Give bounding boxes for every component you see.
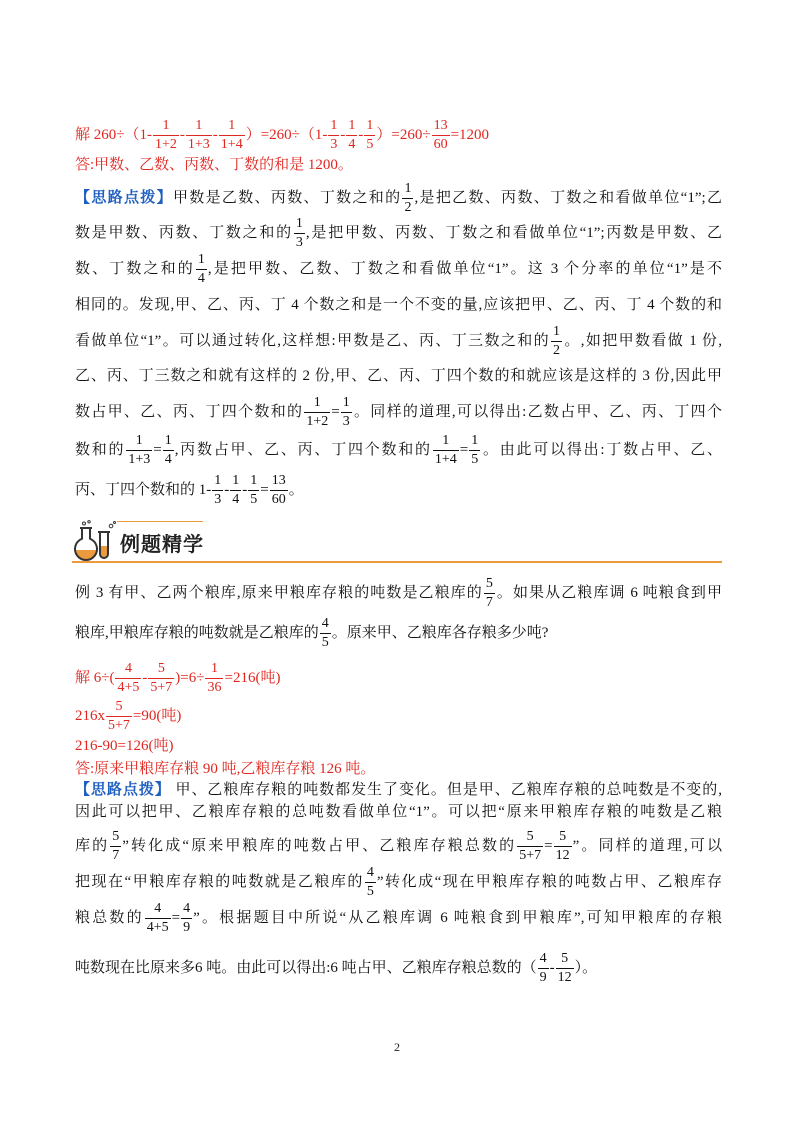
fraction xyxy=(163,433,174,468)
flask-icon xyxy=(70,520,116,562)
fraction-denominator: 5+7 xyxy=(108,718,130,734)
fraction xyxy=(196,252,207,287)
text-run: - xyxy=(212,127,218,143)
fraction-numerator: 1 xyxy=(341,395,352,413)
text-run: 吨数现在比原来多6 吨。由此可以得出:6 吨占甲、乙粮库存粮总数的（ xyxy=(75,960,537,976)
fraction-numerator: 4 xyxy=(145,901,171,919)
text-run: ,丙数占甲、乙、丙、丁四个数和的 xyxy=(174,442,432,458)
text-run: 。 xyxy=(288,482,304,498)
hint-label: 【思路点拨】 xyxy=(75,782,171,798)
fraction-denominator: 5+7 xyxy=(150,680,173,696)
fraction-numerator: 13 xyxy=(432,118,450,136)
fraction xyxy=(365,865,376,900)
hint-1-line-8 xyxy=(75,430,722,470)
hint-1-line-5 xyxy=(75,321,722,361)
text-run: 216-90=126(吨) xyxy=(75,738,174,754)
hint-3-line-4 xyxy=(75,862,722,902)
text-run: - xyxy=(358,127,364,143)
text-run: ”。根据题目中所说“从乙粮库调 6 吨粮食到甲粮库”,可知甲粮库的存粮 xyxy=(193,910,722,926)
text-run: 216x xyxy=(75,708,105,724)
text-run: 甲数是乙数、丙数、丁数之和的 xyxy=(172,190,402,206)
fraction xyxy=(341,395,352,430)
text-run: 数是甲数、丙数、丁数之和的 xyxy=(75,225,293,241)
text-run: ,是把甲数、丙数、丁数之和看做单位“1”;丙数是甲数、乙 xyxy=(305,225,722,241)
fraction-denominator: 1+4 xyxy=(220,137,243,153)
hint-label: 【思路点拨】 xyxy=(75,190,173,206)
text-run: 甲、乙粮库存粮的吨数都发生了变化。但是甲、乙粮库存粮的总吨数是不变的, xyxy=(170,782,722,798)
fraction-numerator: 1 xyxy=(212,473,223,491)
fraction-numerator: 5 xyxy=(110,829,121,847)
fraction-numerator: 1 xyxy=(304,395,330,413)
text-run: 解 6÷( xyxy=(75,670,115,686)
fraction-numerator: 1 xyxy=(364,118,375,136)
fraction xyxy=(484,576,495,611)
fraction xyxy=(212,473,223,508)
fraction xyxy=(294,216,305,251)
fraction xyxy=(517,829,543,864)
text-run: 答:甲数、乙数、丙数、丁数的和是 1200。 xyxy=(75,157,353,173)
text-run: = xyxy=(260,482,269,498)
fraction-numerator: 1 xyxy=(186,118,212,136)
fraction xyxy=(110,829,121,864)
text-run: - xyxy=(549,960,555,976)
text-run: ,是把乙数、丙数、丁数之和看做单位“1”;乙 xyxy=(414,190,722,206)
text-run: ）=260÷（1- xyxy=(245,127,328,143)
text-run: =90(吨) xyxy=(132,708,182,724)
fraction xyxy=(538,951,549,986)
hint-3-line-3 xyxy=(75,826,722,866)
fraction-denominator: 9 xyxy=(183,920,191,936)
text-run: 数占甲、乙、丙、丁四个数和的 xyxy=(75,404,304,420)
text-run: =1200 xyxy=(450,127,490,143)
fraction-numerator: 4 xyxy=(538,951,549,969)
text-run: ”转化成“现在甲粮库存粮的吨数占甲、乙粮库存 xyxy=(376,874,722,890)
fraction-numerator: 4 xyxy=(320,616,331,634)
hint-1-line-9 xyxy=(75,470,722,510)
fraction-numerator: 1 xyxy=(205,661,223,679)
text-run: 。同样的道理,可以得出:乙数占甲、乙、丙、丁四个 xyxy=(352,404,722,420)
fraction-numerator: 1 xyxy=(294,216,305,234)
text-run: ）=260÷ xyxy=(376,127,431,143)
text-run: - xyxy=(179,127,185,143)
hint-1-line-1 xyxy=(75,178,722,218)
fraction-denominator: 4+5 xyxy=(117,680,140,696)
text-run: = xyxy=(544,838,553,854)
fraction-denominator: 3 xyxy=(330,137,338,153)
fraction-denominator: 5+7 xyxy=(519,848,542,864)
fraction-numerator: 1 xyxy=(163,433,174,451)
fraction-denominator: 3 xyxy=(214,492,222,508)
fraction-denominator: 12 xyxy=(555,848,570,864)
fraction-denominator: 3 xyxy=(342,414,350,430)
text-run: 。由此可以得出:丁数占甲、乙、 xyxy=(481,442,722,458)
text-run: ”转化成“原来甲粮库的吨数占甲、乙粮库存粮总数的 xyxy=(122,838,517,854)
text-run: 乙、丙、丁三数之和就有这样的 2 份,甲、乙、丙、丁四个数的和就应该是这样的 3 份,因此甲 xyxy=(75,368,722,384)
fraction xyxy=(270,473,288,508)
text-run: 。如果从乙粮库调 6 吨粮食到甲 xyxy=(495,585,722,601)
fraction-numerator: 1 xyxy=(469,433,480,451)
fraction-denominator: 4+5 xyxy=(146,920,169,936)
fraction xyxy=(554,829,572,864)
text-run: 数和的 xyxy=(75,442,126,458)
hint-1-line-2 xyxy=(75,213,722,253)
text-run: ”。同样的道理,可以 xyxy=(572,838,722,854)
fraction xyxy=(230,473,241,508)
fraction-denominator: 5 xyxy=(321,635,329,651)
text-run: )=6÷ xyxy=(175,670,205,686)
text-run: = xyxy=(459,442,469,458)
hint-1-line-6 xyxy=(75,356,722,396)
text-run: ）。 xyxy=(574,960,598,976)
text-run: ,是把甲数、乙数、丁数之和看做单位“1”。这 3 个分率的单位“1”是不 xyxy=(207,261,722,277)
hint-1-line-7 xyxy=(75,392,722,432)
fraction xyxy=(433,433,459,468)
fraction-numerator: 5 xyxy=(554,829,572,847)
text-run: 答:原来甲粮库存粮 90 吨,乙粮库存粮 126 吨。 xyxy=(75,761,376,777)
fraction-denominator: 2 xyxy=(404,200,412,216)
hint-1-line-4 xyxy=(75,285,722,325)
fraction-denominator: 3 xyxy=(295,235,303,251)
fraction-denominator: 5 xyxy=(366,137,374,153)
fraction-numerator: 1 xyxy=(328,118,339,136)
fraction-denominator: 60 xyxy=(271,492,286,508)
fraction-denominator: 1+3 xyxy=(128,452,151,468)
fraction xyxy=(148,661,174,696)
text-run: 相同的。发现,甲、乙、丙、丁 4 个数之和是一个不变的量,应该把甲、乙、丙、丁 4 个数的和 xyxy=(75,297,722,313)
section-title: 例题精学 xyxy=(120,534,204,556)
header-top-rule xyxy=(117,521,203,522)
text-run: - xyxy=(224,482,230,498)
text-run: - xyxy=(242,482,248,498)
fraction-denominator: 1+2 xyxy=(306,414,329,430)
text-run: 。,如把甲数看做 1 份, xyxy=(562,333,722,349)
fraction-numerator: 1 xyxy=(402,181,413,199)
page-number: 2 xyxy=(394,1040,400,1054)
fraction xyxy=(248,473,259,508)
fraction-denominator: 4 xyxy=(197,271,205,287)
fraction-denominator: 12 xyxy=(557,970,572,986)
fraction-numerator: 13 xyxy=(270,473,288,491)
fraction-denominator: 4 xyxy=(164,452,172,468)
fraction-numerator: 5 xyxy=(517,829,543,847)
fraction xyxy=(205,661,223,696)
fraction-denominator: 7 xyxy=(485,595,493,611)
fraction-numerator: 1 xyxy=(219,118,245,136)
fraction-numerator: 1 xyxy=(551,324,562,342)
text-run: 例 3 有甲、乙两个粮库,原来甲粮库存粮的吨数是乙粮库的 xyxy=(75,585,483,601)
text-run: 数、丁数之和的 xyxy=(75,261,195,277)
fraction xyxy=(126,433,152,468)
fraction-denominator: 7 xyxy=(112,848,120,864)
fraction-numerator: 4 xyxy=(115,661,141,679)
fraction-denominator: 5 xyxy=(471,452,479,468)
fraction-numerator: 4 xyxy=(181,901,192,919)
hint-3-line-5 xyxy=(75,898,722,938)
fraction-numerator: 1 xyxy=(248,473,259,491)
fraction xyxy=(145,901,171,936)
fraction-denominator: 1+4 xyxy=(434,452,457,468)
fraction-numerator: 5 xyxy=(556,951,574,969)
fraction-numerator: 1 xyxy=(346,118,357,136)
fraction-numerator: 1 xyxy=(230,473,241,491)
fraction-numerator: 5 xyxy=(484,576,495,594)
hint-3-line-6 xyxy=(75,948,722,988)
fraction-denominator: 2 xyxy=(552,343,560,359)
fraction-denominator: 9 xyxy=(539,970,547,986)
text-run: 因此可以把甲、乙粮库存粮的总吨数看做单位“1”。可以把“原来甲粮库存粮的吨数是乙粮 xyxy=(75,804,722,820)
solution-3-line-1 xyxy=(75,658,722,698)
fraction-denominator: 4 xyxy=(232,492,240,508)
text-run: 把现在“甲粮库存粮的吨数就是乙粮库的 xyxy=(75,874,364,890)
fraction-denominator: 1+3 xyxy=(187,137,210,153)
fraction xyxy=(402,181,413,216)
text-run: = xyxy=(171,910,181,926)
fraction xyxy=(320,616,331,651)
text-run: = xyxy=(331,404,340,420)
fraction-numerator: 1 xyxy=(153,118,179,136)
fraction-denominator: 5 xyxy=(366,884,374,900)
text-run: 。原来甲、乙粮库各存粮多少吨? xyxy=(331,625,549,641)
example-3-line-2 xyxy=(75,613,722,653)
fraction-numerator: 5 xyxy=(106,699,132,717)
text-run: = xyxy=(153,442,162,458)
example-3-line-1 xyxy=(75,573,722,613)
fraction xyxy=(115,661,141,696)
text-run: 粮总数的 xyxy=(75,910,144,926)
header-underline xyxy=(72,561,722,563)
text-run: 库的 xyxy=(75,838,110,854)
fraction-denominator: 60 xyxy=(433,137,448,153)
fraction-denominator: 36 xyxy=(207,680,222,696)
text-run: 粮库,甲粮库存粮的吨数就是乙粮库的 xyxy=(75,625,319,641)
text-run: =216(吨) xyxy=(224,670,281,686)
text-run: - xyxy=(340,127,346,143)
fraction-denominator: 5 xyxy=(250,492,258,508)
fraction-numerator: 1 xyxy=(433,433,459,451)
fraction-numerator: 5 xyxy=(148,661,174,679)
fraction-numerator: 1 xyxy=(196,252,207,270)
fraction xyxy=(551,324,562,359)
fraction xyxy=(181,901,192,936)
fraction-denominator: 4 xyxy=(348,137,356,153)
fraction-numerator: 4 xyxy=(365,865,376,883)
fraction xyxy=(556,951,574,986)
text-run: 解 260÷（1- xyxy=(75,127,152,143)
text-run: 看做单位“1”。可以通过转化,这样想:甲数是乙、丙、丁三数之和的 xyxy=(75,333,550,349)
text-run: 丙、丁四个数和的 1- xyxy=(75,482,212,498)
text-run: - xyxy=(142,670,148,686)
fraction-denominator: 1+2 xyxy=(154,137,177,153)
hint-1-line-3 xyxy=(75,249,722,289)
fraction-numerator: 1 xyxy=(126,433,152,451)
fraction xyxy=(469,433,480,468)
fraction xyxy=(304,395,330,430)
